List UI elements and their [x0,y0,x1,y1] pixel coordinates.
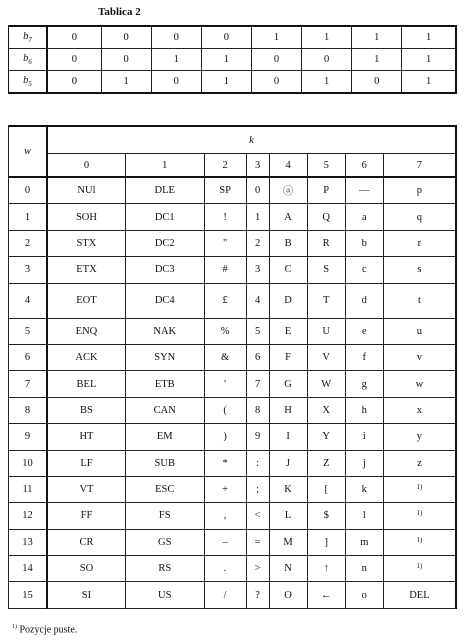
row-index: 10 [9,450,48,476]
footnote [12,624,77,635]
bit-value: 1 [352,49,402,71]
code-cell: r [383,230,456,256]
code-cell: u [383,318,456,344]
code-cell: CR [47,529,125,555]
code-cell: VT [47,476,125,502]
code-cell: – [204,529,246,555]
code-cell: ( [204,397,246,423]
code-cell: ESC [125,476,204,502]
bit-row [9,71,457,94]
code-cell: 1) [383,529,456,555]
code-cell: — [345,177,383,204]
code-cell: > [246,556,269,582]
code-cell: 1) [383,476,456,502]
table-row [9,230,457,256]
table-row [9,450,457,476]
code-cell: / [204,582,246,608]
code-cell: Z [307,450,345,476]
bit-value: 0 [352,71,402,94]
table-row [9,556,457,582]
code-cell: ; [246,476,269,502]
code-cell: % [204,318,246,344]
code-cell: SOH [47,204,125,230]
bit-label: $b_6$ [9,49,48,71]
bit-value: 1 [151,49,201,71]
bit-value: 0 [47,49,101,71]
bit-table [8,25,457,94]
code-cell: GS [125,529,204,555]
code-cell: Y [307,424,345,450]
code-cell: 6 [246,344,269,370]
code-cell: [ [307,476,345,502]
bit-label: $b_7$ [9,26,48,49]
bit-row [9,49,457,71]
table-row [9,204,457,230]
w-header: w [9,126,48,177]
code-cell: c [345,257,383,283]
code-cell: LF [47,450,125,476]
table-title: Tablica 2 [98,6,141,18]
code-cell: DC1 [125,204,204,230]
code-cell: SYN [125,344,204,370]
bit-value: 1 [302,26,352,49]
code-cell: : [246,450,269,476]
code-cell: SP [204,177,246,204]
bit-value: 0 [101,26,151,49]
code-cell: a [345,204,383,230]
code-cell: 8 [246,397,269,423]
bit-value: 0 [151,26,201,49]
code-cell: X [307,397,345,423]
code-cell: ? [246,582,269,608]
code-cell: M [269,529,307,555]
code-cell: A [269,204,307,230]
code-cell: SO [47,556,125,582]
code-cell: l [345,503,383,529]
column-header: 3 [246,154,269,178]
code-cell: NAK [125,318,204,344]
code-cell: q [383,204,456,230]
column-header: 7 [383,154,456,178]
code-cell: 1) [383,556,456,582]
bit-value: 1 [352,26,402,49]
code-cell: z [383,450,456,476]
code-cell: i [345,424,383,450]
code-cell: DEL [383,582,456,608]
table-row [9,257,457,283]
code-cell: I [269,424,307,450]
row-index: 15 [9,582,48,608]
code-cell: w [383,371,456,397]
row-index: 9 [9,424,48,450]
code-cell: . [204,556,246,582]
code-cell: b [345,230,383,256]
code-cell: t [383,283,456,318]
bit-value: 1 [302,71,352,94]
table-row [9,503,457,529]
bit-value: 0 [151,71,201,94]
code-cell: ⓐ [269,177,307,204]
bit-label: $b_5$ [9,71,48,94]
code-cell: " [204,230,246,256]
bit-value: 0 [47,26,101,49]
code-cell: B [269,230,307,256]
code-cell: DLE [125,177,204,204]
row-index: 2 [9,230,48,256]
table-row [9,582,457,608]
code-cell: W [307,371,345,397]
row-index: 14 [9,556,48,582]
code-cell: N [269,556,307,582]
code-cell: D [269,283,307,318]
code-cell: T [307,283,345,318]
bit-value: 1 [201,71,251,94]
footnote-mark: 1) [12,624,17,630]
row-index: 5 [9,318,48,344]
code-cell: 7 [246,371,269,397]
k-header: k [47,126,456,154]
code-cell: DC3 [125,257,204,283]
row-index: 8 [9,397,48,423]
code-cell: s [383,257,456,283]
bit-value: 0 [251,71,301,94]
code-cell: ETB [125,371,204,397]
code-cell: Q [307,204,345,230]
code-cell: E [269,318,307,344]
code-cell: EOT [47,283,125,318]
code-cell: h [345,397,383,423]
bit-value: 1 [402,49,456,71]
footnote-text: Pozycje puste. [19,624,78,636]
code-cell: US [125,582,204,608]
bit-value: 1 [402,26,456,49]
table-row [9,177,457,204]
table-row [9,397,457,423]
table-row [9,344,457,370]
code-cell: & [204,344,246,370]
code-cell: ACK [47,344,125,370]
code-cell: f [345,344,383,370]
code-cell: = [246,529,269,555]
bit-value: 0 [101,49,151,71]
code-cell: 3 [246,257,269,283]
table-row [9,529,457,555]
code-cell: $ [307,503,345,529]
code-cell: e [345,318,383,344]
column-header: 4 [269,154,307,178]
code-cell: * [204,450,246,476]
code-cell: ← [307,582,345,608]
bit-value: 1 [101,71,151,94]
bit-value: 1 [402,71,456,94]
bit-value: 0 [47,71,101,94]
code-cell: G [269,371,307,397]
column-header: 0 [47,154,125,178]
bit-value: 0 [201,26,251,49]
code-cell: C [269,257,307,283]
row-index: 4 [9,283,48,318]
code-cell: ETX [47,257,125,283]
row-index: 6 [9,344,48,370]
code-cell: BEL [47,371,125,397]
code-cell: 1 [246,204,269,230]
code-cell: RS [125,556,204,582]
code-cell: STX [47,230,125,256]
row-index: 0 [9,177,48,204]
row-index: 12 [9,503,48,529]
code-cell: O [269,582,307,608]
code-cell: + [204,476,246,502]
code-cell: d [345,283,383,318]
column-header: 1 [125,154,204,178]
code-cell: SI [47,582,125,608]
code-cell: , [204,503,246,529]
code-cell: FF [47,503,125,529]
code-cell: 4 [246,283,269,318]
code-cell: # [204,257,246,283]
code-cell: K [269,476,307,502]
column-header: 2 [204,154,246,178]
code-cell: BS [47,397,125,423]
code-cell: m [345,529,383,555]
code-cell: £ [204,283,246,318]
code-cell: 9 [246,424,269,450]
code-cell: v [383,344,456,370]
code-cell: HT [47,424,125,450]
code-cell: V [307,344,345,370]
code-cell: < [246,503,269,529]
code-cell: EM [125,424,204,450]
bit-value: 0 [251,49,301,71]
row-index: 11 [9,476,48,502]
code-cell: J [269,450,307,476]
code-cell: 1) [383,503,456,529]
column-header: 6 [345,154,383,178]
code-cell: P [307,177,345,204]
code-cell: y [383,424,456,450]
code-cell: ↑ [307,556,345,582]
code-cell: k [345,476,383,502]
code-cell: o [345,582,383,608]
code-cell: NUl [47,177,125,204]
code-cell: FS [125,503,204,529]
code-cell: ' [204,371,246,397]
code-cell: H [269,397,307,423]
code-cell: ! [204,204,246,230]
code-cell: x [383,397,456,423]
code-cell: SUB [125,450,204,476]
code-cell: j [345,450,383,476]
code-cell: 0 [246,177,269,204]
code-cell: 5 [246,318,269,344]
code-cell: R [307,230,345,256]
row-index: 13 [9,529,48,555]
row-index: 3 [9,257,48,283]
table-row [9,424,457,450]
code-cell: CAN [125,397,204,423]
table-row [9,283,457,318]
bit-value: 1 [201,49,251,71]
code-cell: U [307,318,345,344]
code-cell: p [383,177,456,204]
code-cell: ENQ [47,318,125,344]
code-cell: DC4 [125,283,204,318]
code-cell: 2 [246,230,269,256]
bit-value: 0 [302,49,352,71]
bit-value: 1 [251,26,301,49]
code-cell: n [345,556,383,582]
code-cell: S [307,257,345,283]
code-cell: g [345,371,383,397]
table-row [9,476,457,502]
code-cell: F [269,344,307,370]
bit-row [9,26,457,49]
code-table [8,125,457,609]
code-cell: L [269,503,307,529]
code-cell: ) [204,424,246,450]
column-header: 5 [307,154,345,178]
row-index: 1 [9,204,48,230]
row-index: 7 [9,371,48,397]
table-row [9,318,457,344]
table-row [9,371,457,397]
code-cell: DC2 [125,230,204,256]
code-cell: ] [307,529,345,555]
